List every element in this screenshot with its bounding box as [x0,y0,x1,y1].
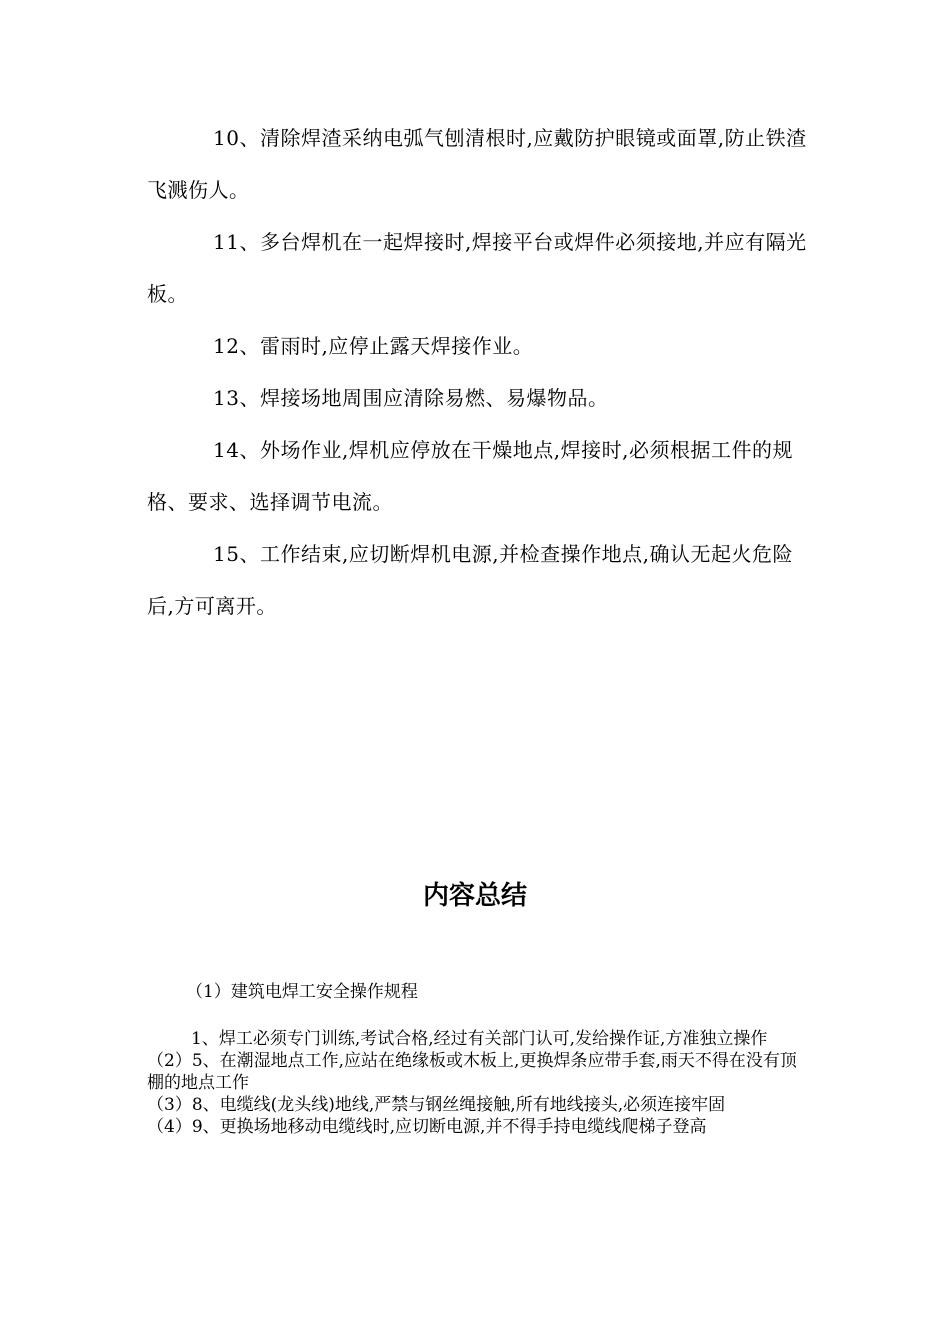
summary-item: （4）9、更换场地移动电缆线时,应切断电源,并不得手持电缆线爬梯子登高 [147,1117,707,1137]
rule-paragraph-12: 12、雷雨时,应停止露天焊接作业。 [213,334,534,358]
summary-item: 1、焊工必须专门训练,考试合格,经过有关部门认可,发给操作证,方准独立操作 [191,1029,768,1049]
rule-paragraph-14: 14、外场作业,焊机应停放在干燥地点,焊接时,必须根据工件的规格、要求、选择调节电流。 [147,438,794,514]
rule-paragraph-10: 10、清除焊渣采纳电弧气刨清根时,应戴防护眼镜或面罩,防止铁渣飞溅伤人。 [147,126,807,202]
summary-item: （2）5、在潮湿地点工作,应站在绝缘板或木板上,更换焊条应带手套,雨天不得在没有顶棚的地点工作 [147,1051,797,1093]
summary-list [147,1028,807,1138]
summary-item: （3）8、电缆线(龙头线)地线,严禁与钢丝绳接触,所有地线接头,必须连接牢固 [147,1095,726,1115]
summary-heading: （1）建筑电焊工安全操作规程 [186,982,418,1002]
summary-title: 内容总结 [422,881,527,911]
rule-paragraph-11: 11、多台焊机在一起焊接时,焊接平台或焊件必须接地,并应有隔光板。 [147,230,807,306]
rule-paragraph-13: 13、焊接场地周围应清除易燃、易爆物品。 [213,386,609,410]
rule-paragraph-15: 15、工作结束,应切断焊机电源,并检查操作地点,确认无起火危险后,方可离开。 [147,542,794,618]
